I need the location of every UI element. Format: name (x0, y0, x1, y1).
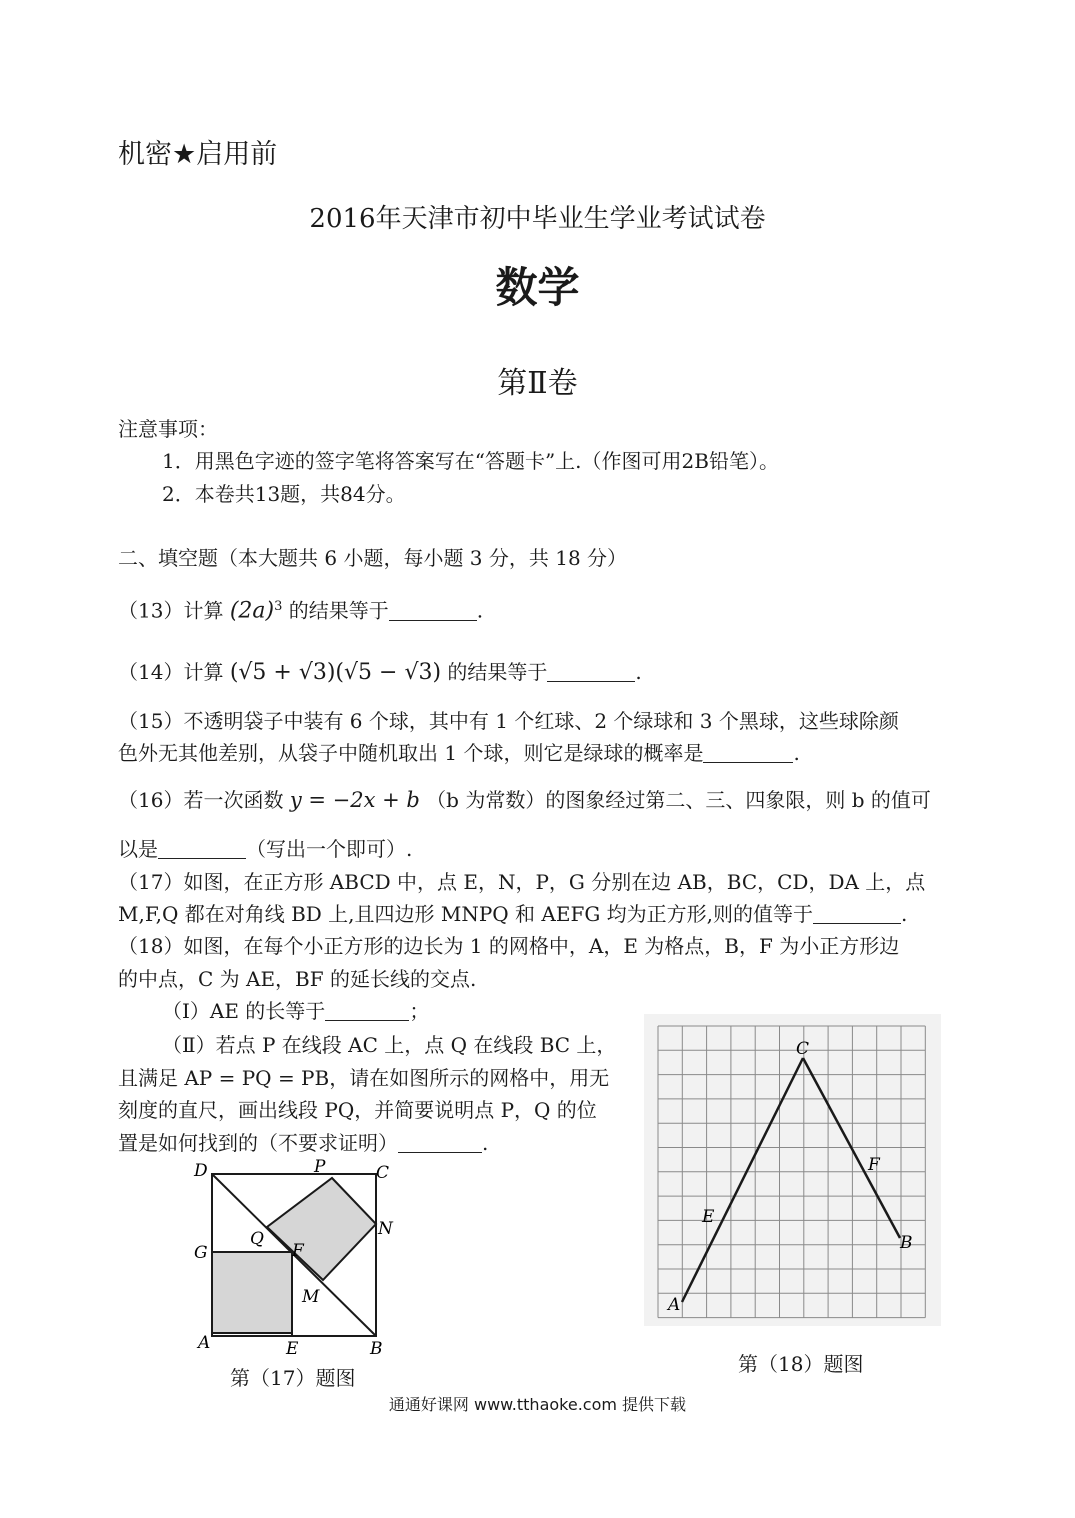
question-13: （13）计算 $(2a)^3$ 的结果等于 . (118, 598, 484, 624)
fig17-label-d: D (194, 1161, 208, 1181)
confidential-label: 机密★启用前 (118, 139, 278, 170)
q17-line-2: M,F,Q 都在对角线 BD 上,且四边形 MNPQ 和 AEFG 均为正方形,则的值等于 . (118, 902, 908, 926)
fig17-label-q: Q (250, 1229, 264, 1249)
q18-part-2-line-4-text: 置是如何找到的（不要求证明） (118, 1131, 398, 1155)
q16-answer-blank[interactable] (158, 838, 246, 859)
q15-line-2: 色外无其他差别，从袋子中随机取出 1 个球，则它是绿球的概率是 . (118, 741, 800, 765)
q14-answer-blank[interactable] (547, 661, 635, 682)
q16-line-2-suffix: （写出一个即可）. (246, 837, 413, 861)
q18-part-2-line-4: 置是如何找到的（不要求证明） . (118, 1131, 489, 1155)
q18-part-2-line-3: 刻度的直尺，画出线段 PQ，并简要说明点 P，Q 的位 (118, 1098, 597, 1122)
fig17-label-g: G (194, 1243, 208, 1263)
q18-part-2-line-1: （Ⅱ）若点 P 在线段 AC 上，点 Q 在线段 BC 上， (162, 1033, 617, 1057)
q14-suffix: 的结果等于 (447, 660, 548, 684)
q18-part-2-blank[interactable] (398, 1132, 482, 1153)
volume-title: 第Ⅱ卷 (497, 366, 578, 401)
fig18-label-e: E (702, 1207, 715, 1227)
fig17-label-f: F (292, 1241, 304, 1261)
q13-expression: (2a) (229, 598, 275, 624)
question-14: （14）计算 (√5 + √3)(√5 − √3) 的结果等于 . (118, 660, 642, 685)
notice-heading: 注意事项： (118, 417, 218, 441)
fig17-label-e: E (286, 1339, 299, 1359)
fig18-label-a: A (668, 1295, 681, 1315)
q17-line-2-text: M,F,Q 都在对角线 BD 上,且四边形 MNPQ 和 AEFG 均为正方形,则的值等于 (118, 902, 814, 926)
subject-title: 数学 (495, 263, 580, 312)
q17-line-1: （17）如图，在正方形 ABCD 中，点 E，N，P，G 分别在边 AB，BC，CD，DA 上，点 (118, 870, 926, 894)
q13-suffix: 的结果等于 (288, 598, 389, 623)
figure-18 (640, 1010, 945, 1330)
fig17-label-b: B (370, 1339, 383, 1359)
q18-part-1-text: （Ⅰ）AE 的长等于 (162, 999, 326, 1023)
footer-source: 通通好课网 www.tthaoke.com 提供下载 (388, 1395, 687, 1414)
q18-part-1-blank[interactable] (325, 1000, 409, 1021)
q15-answer-blank[interactable] (703, 742, 793, 763)
fig17-label-m: M (302, 1287, 320, 1307)
notice-item-1: 1．用黑色字迹的签字笔将答案写在“答题卡”上.（作图可用2B铅笔）。 (162, 449, 779, 473)
q16-expression: y = −2x + b (289, 788, 420, 812)
q18-line-1: （18）如图，在每个小正方形的边长为 1 的网格中，A，E 为格点，B，F 为小正方形边 (118, 934, 900, 958)
q14-expression: (√5 + √3)(√5 − √3) (229, 660, 442, 685)
q16-line-2-prefix: 以是 (118, 837, 158, 861)
q16-suffix: （b 为常数）的图象经过第二、三、四象限，则 b 的值可 (426, 788, 931, 812)
fig18-label-c: C (796, 1039, 810, 1059)
q15-line-1: （15）不透明袋子中装有 6 个球，其中有 1 个红球、2 个绿球和 3 个黑球，这些球除颜 (118, 709, 899, 733)
q13-answer-blank[interactable] (389, 600, 477, 621)
q15-line-2-text: 色外无其他差别，从袋子中随机取出 1 个球，则它是绿球的概率是 (118, 741, 704, 765)
q17-answer-blank[interactable] (813, 903, 901, 924)
fig17-label-n: N (378, 1219, 393, 1239)
q13-exponent: 3 (274, 599, 283, 614)
q18-line-2: 的中点，C 为 AE，BF 的延长线的交点. (118, 967, 477, 991)
q16-line-1 (118, 785, 931, 815)
grid-background (644, 1014, 941, 1326)
notice-item-2: 2．本卷共13题，共84分。 (162, 482, 406, 506)
fig17-label-p: P (314, 1157, 326, 1177)
fig17-label-a: A (198, 1333, 211, 1353)
q16-line-2 (118, 834, 412, 864)
figure-17-caption: 第（17）题图 (230, 1366, 356, 1390)
fig18-label-b: B (900, 1233, 913, 1253)
q14-prefix: （14）计算 (118, 660, 224, 684)
q18-part-2-line-2: 且满足 AP = PQ = PB，请在如图所示的网格中，用无 (118, 1066, 610, 1090)
fig18-label-f: F (868, 1155, 880, 1175)
figure-18-caption: 第（18）题图 (738, 1352, 864, 1376)
square-aefg (212, 1252, 292, 1333)
fig17-label-c: C (376, 1163, 390, 1183)
section-title: 二、填空题（本大题共 6 小题，每小题 3 分，共 18 分） (118, 546, 628, 570)
q18-part-1: （Ⅰ）AE 的长等于 ； (162, 999, 430, 1023)
exam-title: 2016年天津市初中毕业生学业考试试卷 (309, 204, 766, 234)
q16-prefix: （16）若一次函数 (118, 788, 284, 812)
q13-prefix: （13）计算 (118, 598, 224, 623)
figure-17 (180, 1152, 410, 1362)
